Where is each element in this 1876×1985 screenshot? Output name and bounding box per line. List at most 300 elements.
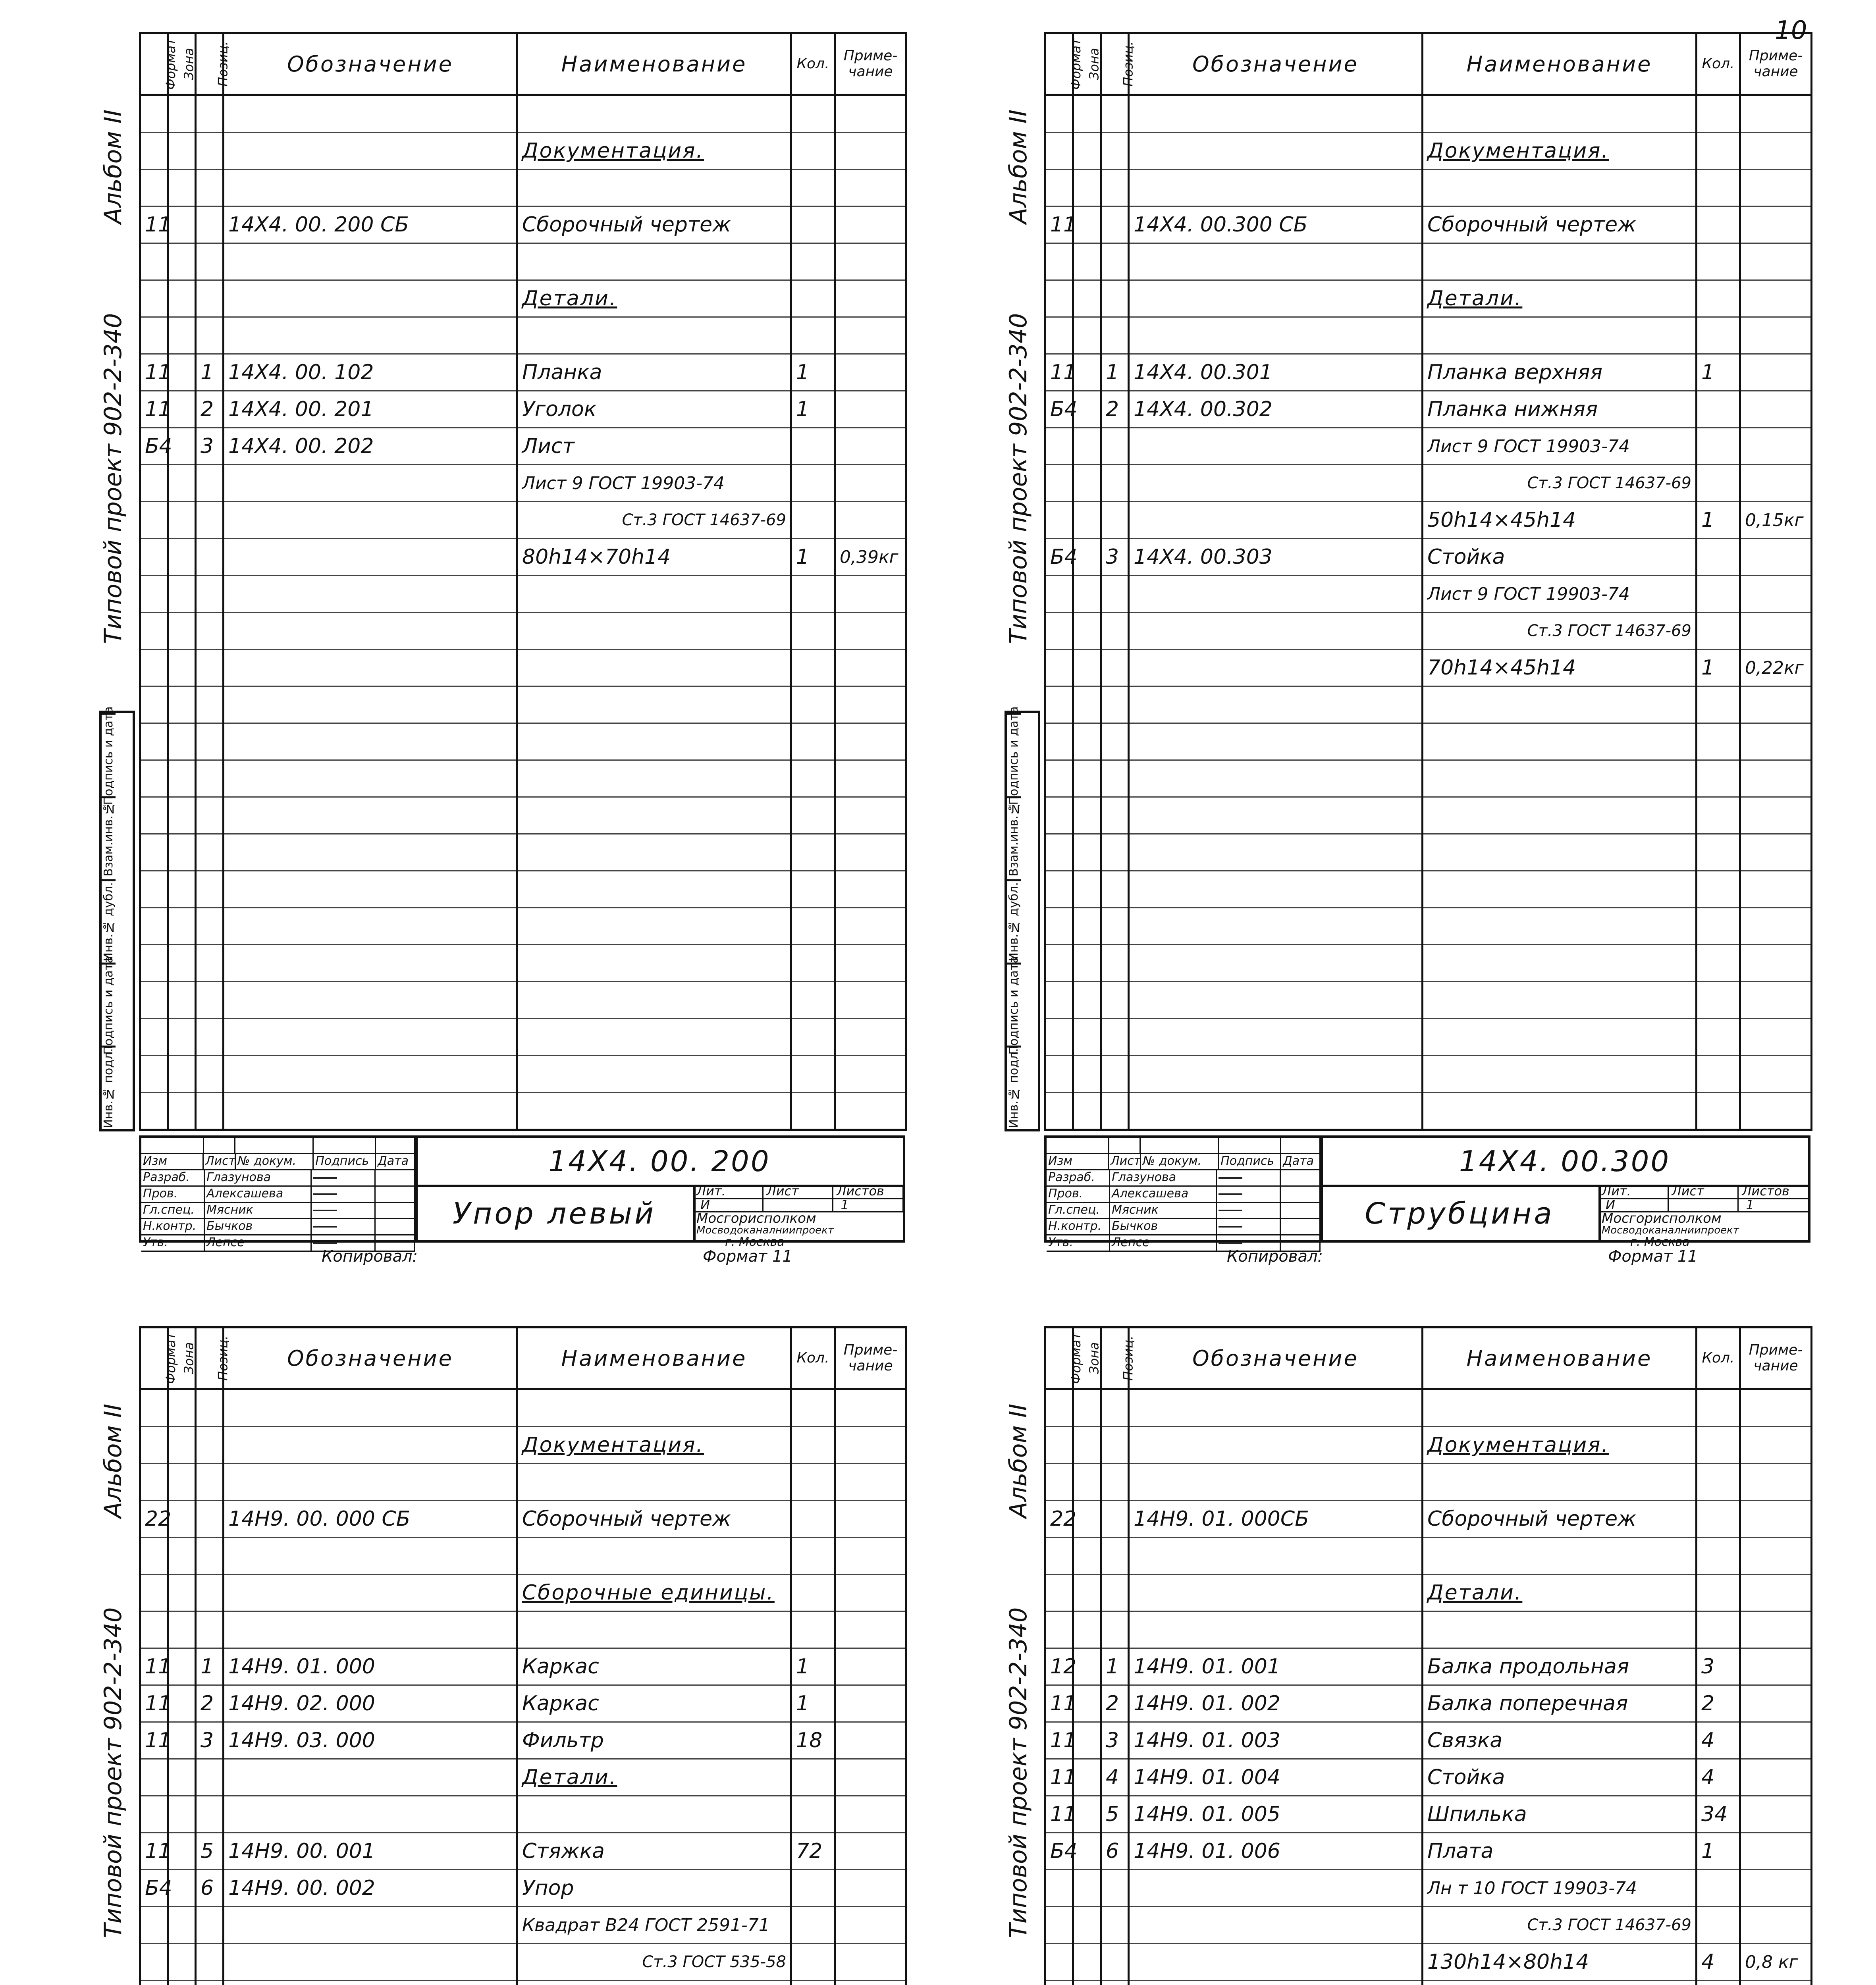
signature-row: Н.контр. Бычков	[1047, 1219, 1321, 1235]
cell-note: 0,8 кг	[1740, 1944, 1812, 1981]
table-row	[140, 1611, 906, 1648]
cell-format: 11	[140, 1648, 168, 1685]
cell-name: Ст.3 ГОСТ 14637-69	[517, 502, 791, 539]
cell-designation: 14Х4. 00.303	[1129, 539, 1423, 576]
col-pos: Позиц.	[196, 33, 224, 95]
cell-qty: 4	[1697, 1759, 1740, 1796]
table-header-row	[140, 1327, 906, 1389]
cell-format: 11	[140, 206, 168, 243]
cell-qty: 1	[1697, 354, 1740, 391]
cell-designation	[224, 539, 517, 576]
table-row	[1045, 95, 1812, 133]
cell-note	[1740, 1575, 1812, 1611]
col-format: Формат	[140, 1327, 168, 1389]
cell-designation	[1129, 502, 1423, 539]
table-row	[1045, 1575, 1812, 1611]
table-row	[140, 95, 906, 133]
cell-note	[835, 354, 906, 391]
cell-designation: 14Н9. 01. 000СБ	[1129, 1501, 1423, 1538]
cell-qty: 1	[791, 391, 835, 428]
table-row	[140, 1796, 906, 1833]
cell-name: Квадрат В24 ГОСТ 2591-71	[517, 1907, 791, 1944]
cell-pos	[1101, 206, 1129, 243]
table-row	[140, 1501, 906, 1538]
cell-note	[1740, 1759, 1812, 1796]
cell-format: 11	[140, 391, 168, 428]
page-number: 10	[1775, 16, 1807, 45]
project-label: Типовой проект 902-2-340	[99, 313, 127, 644]
table-row	[140, 1538, 906, 1575]
inventory-cell: Инв.№ дубл.	[1007, 879, 1021, 963]
cell-qty	[791, 206, 835, 243]
cell-zone	[168, 539, 196, 576]
cell-note: 0,22кг	[1740, 649, 1812, 686]
cell-qty: 18	[791, 1722, 835, 1759]
signature-row: Пров. Алексашева	[1047, 1187, 1321, 1203]
cell-designation	[1129, 613, 1423, 649]
specification-table	[1044, 1326, 1812, 1985]
inventory-cell: Инв.№ подл.	[102, 1046, 116, 1129]
col-note: Приме-чание	[1740, 33, 1812, 95]
cell-designation: 14Н9. 01. 005	[1129, 1796, 1423, 1833]
table-row	[1045, 1648, 1812, 1685]
cell-name: Лист	[517, 428, 791, 465]
cell-pos: 4	[1101, 1759, 1129, 1796]
spec-sheet-karkas	[1005, 1326, 1818, 1985]
cell-designation: 14Х4. 00.302	[1129, 391, 1423, 428]
cell-designation	[1129, 133, 1423, 170]
table-row	[1045, 945, 1812, 982]
cell-designation: 14Н9. 00. 002	[224, 1870, 517, 1907]
table-row	[140, 1056, 906, 1093]
cell-format	[140, 1427, 168, 1464]
cell-format: 11	[1045, 206, 1073, 243]
table-row	[140, 428, 906, 465]
signature-mark	[313, 1193, 337, 1195]
col-zone: Зона	[1073, 33, 1101, 95]
cell-pos: 1	[196, 1648, 224, 1685]
col-format: Формат	[1045, 1327, 1073, 1389]
cell-pos	[1101, 1907, 1129, 1944]
cell-designation	[1129, 1427, 1423, 1464]
col-qty: Кол.	[1697, 1327, 1740, 1389]
spec-sheet-strubtsina	[1005, 32, 1818, 1266]
cell-qty	[1697, 206, 1740, 243]
table-row	[1045, 1093, 1812, 1130]
cell-note	[1740, 206, 1812, 243]
cell-name: Фильтр	[517, 1722, 791, 1759]
table-row	[1045, 982, 1812, 1019]
col-zone: Зона	[1073, 1327, 1101, 1389]
signature-mark	[313, 1177, 337, 1179]
cell-pos	[196, 1759, 224, 1796]
album-label: Альбом II	[99, 109, 127, 224]
cell-designation	[224, 465, 517, 502]
cell-name: Стойка	[1423, 539, 1697, 576]
signature-row: Н.контр. Бычков	[141, 1219, 415, 1235]
cell-format: 11	[1045, 354, 1073, 391]
cell-name: Детали.	[517, 1759, 791, 1796]
cell-note	[1740, 1501, 1812, 1538]
table-row	[140, 465, 906, 502]
cell-qty	[1697, 1501, 1740, 1538]
cell-qty	[791, 133, 835, 170]
cell-pos	[196, 206, 224, 243]
cell-zone	[1073, 1796, 1101, 1833]
cell-format	[1045, 133, 1073, 170]
cell-qty: 4	[1697, 1944, 1740, 1981]
cell-format	[1045, 1427, 1073, 1464]
table-row	[1045, 1501, 1812, 1538]
cell-designation: 14Н9. 01. 000	[224, 1648, 517, 1685]
cell-pos	[196, 1501, 224, 1538]
signature-row: Утв. Лепсе	[141, 1235, 415, 1252]
table-row	[140, 1019, 906, 1056]
inventory-cell: Подпись и дата	[1007, 956, 1021, 1055]
cell-zone	[168, 391, 196, 428]
cell-note	[1740, 391, 1812, 428]
cell-qty	[791, 1501, 835, 1538]
cell-pos	[196, 1427, 224, 1464]
cell-note	[1740, 280, 1812, 317]
cell-format: 11	[1045, 1759, 1073, 1796]
table-row	[1045, 465, 1812, 502]
signature-mark	[313, 1226, 337, 1228]
table-row	[140, 243, 906, 280]
cell-zone	[168, 1722, 196, 1759]
inventory-column	[99, 706, 135, 1131]
cell-format	[1045, 1575, 1073, 1611]
cell-pos	[196, 1907, 224, 1944]
table-row	[140, 1907, 906, 1944]
cell-name: Планка	[517, 354, 791, 391]
cell-zone	[1073, 354, 1101, 391]
cell-qty: 1	[1697, 1833, 1740, 1870]
cell-pos	[196, 465, 224, 502]
cell-name: Ст.3 ГОСТ 535-58	[517, 1944, 791, 1981]
signature-mark	[1219, 1193, 1242, 1195]
cell-name: Плата	[1423, 1833, 1697, 1870]
copied-label: Копировал:	[1227, 1247, 1323, 1266]
inventory-cell: Подпись и дата	[102, 706, 116, 805]
table-row	[1045, 1759, 1812, 1796]
cell-designation	[224, 1981, 517, 1985]
cell-name: Связка	[1423, 1722, 1697, 1759]
cell-pos: 1	[1101, 354, 1129, 391]
cell-pos: 1	[196, 354, 224, 391]
cell-qty	[791, 1427, 835, 1464]
revision-table	[1047, 1138, 1323, 1249]
cell-zone	[168, 280, 196, 317]
table-row	[140, 170, 906, 206]
table-row	[1045, 206, 1812, 243]
cell-format	[140, 502, 168, 539]
specification-table	[139, 1326, 907, 1985]
project-label: Типовой проект 902-2-340	[1005, 1607, 1032, 1938]
cell-qty	[791, 1575, 835, 1611]
table-row	[140, 1685, 906, 1722]
table-row	[1045, 539, 1812, 576]
cell-name: Детали.	[1423, 1575, 1697, 1611]
revision-table	[141, 1138, 418, 1249]
cell-note	[835, 1907, 906, 1944]
cell-designation: 14Х4. 00. 202	[224, 428, 517, 465]
cell-name: Документация.	[517, 133, 791, 170]
cell-zone	[1073, 206, 1101, 243]
cell-qty	[791, 1759, 835, 1796]
cell-zone	[1073, 280, 1101, 317]
cell-zone	[168, 354, 196, 391]
col-designation: Обозначение	[224, 33, 517, 95]
cell-pos	[1101, 1501, 1129, 1538]
cell-name: Ст.3 ГОСТ 14637-69	[1423, 613, 1697, 649]
cell-qty	[1697, 613, 1740, 649]
inventory-cell: Инв.№ дубл.	[102, 879, 116, 963]
cell-note	[835, 1981, 906, 1985]
cell-format: 11	[140, 1685, 168, 1722]
cell-format	[1045, 1870, 1073, 1907]
col-qty: Кол.	[791, 33, 835, 95]
table-row	[140, 1981, 906, 1985]
cell-qty	[791, 1944, 835, 1981]
cell-format: 12	[1045, 1648, 1073, 1685]
cell-qty	[1697, 576, 1740, 613]
col-format: Формат	[1045, 33, 1073, 95]
cell-pos: 2	[1101, 391, 1129, 428]
cell-qty	[1697, 391, 1740, 428]
table-row	[140, 834, 906, 871]
table-row	[1045, 1427, 1812, 1464]
cell-format	[140, 465, 168, 502]
cell-note	[835, 1870, 906, 1907]
cell-name: Лист 9 ГОСТ 19903-74	[1423, 428, 1697, 465]
cell-name: Уголок	[517, 391, 791, 428]
spec-sheet-upor-levyi	[99, 32, 913, 1266]
inventory-cell: Взам.инв.№	[102, 796, 116, 880]
col-qty: Кол.	[1697, 33, 1740, 95]
cell-note	[835, 206, 906, 243]
cell-name: Балка продольная	[1423, 1648, 1697, 1685]
cell-qty	[791, 428, 835, 465]
table-row	[140, 133, 906, 170]
table-row	[140, 391, 906, 428]
cell-note	[835, 1685, 906, 1722]
cell-format	[1045, 576, 1073, 613]
table-header-row	[1045, 1327, 1812, 1389]
revision-header: Изм Лист № докум. Подпись Дата	[141, 1154, 415, 1170]
cell-qty: 1	[1697, 502, 1740, 539]
cell-zone	[1073, 1759, 1101, 1796]
table-row	[140, 686, 906, 723]
cell-designation	[1129, 428, 1423, 465]
cell-format	[140, 1981, 168, 1985]
cell-zone	[1073, 576, 1101, 613]
cell-qty	[791, 502, 835, 539]
cell-pos: 6	[1101, 1833, 1129, 1870]
cell-zone	[168, 1685, 196, 1722]
cell-name: Шпилька	[1423, 1796, 1697, 1833]
format-label: Формат 11	[703, 1247, 792, 1266]
table-row	[140, 945, 906, 982]
specification-table	[139, 32, 907, 1131]
cell-designation: 14Н9. 00. 000 СБ	[224, 1501, 517, 1538]
cell-qty: 1	[791, 1685, 835, 1722]
cell-note	[835, 465, 906, 502]
cell-designation	[1129, 1870, 1423, 1907]
format-label: Формат 11	[1608, 1247, 1698, 1266]
table-row	[1045, 834, 1812, 871]
cell-pos: 6	[196, 1870, 224, 1907]
inventory-column	[1005, 706, 1040, 1131]
cell-pos	[1101, 280, 1129, 317]
cell-designation	[1129, 1575, 1423, 1611]
cell-qty	[1697, 133, 1740, 170]
table-row	[140, 797, 906, 834]
cell-note	[1740, 539, 1812, 576]
table-row	[140, 1464, 906, 1501]
cell-qty	[791, 465, 835, 502]
signature-mark	[1219, 1177, 1242, 1179]
signature-row: Гл.спец. Мясник	[141, 1203, 415, 1219]
cell-note	[1740, 1722, 1812, 1759]
cell-note	[835, 1833, 906, 1870]
cell-name: Документация.	[1423, 133, 1697, 170]
cell-pos: 3	[196, 1722, 224, 1759]
cell-note	[1740, 1648, 1812, 1685]
table-row	[1045, 1611, 1812, 1648]
cell-name: Каркас	[517, 1648, 791, 1685]
cell-zone	[1073, 649, 1101, 686]
cell-name: Балка поперечная	[1423, 1685, 1697, 1722]
cell-zone	[168, 133, 196, 170]
table-row	[140, 871, 906, 908]
cell-name: Сборочный чертеж	[517, 1501, 791, 1538]
cell-qty	[791, 1870, 835, 1907]
cell-note	[1740, 613, 1812, 649]
cell-pos	[1101, 613, 1129, 649]
table-row	[1045, 1833, 1812, 1870]
cell-note	[835, 280, 906, 317]
cell-designation: 14Н9. 01. 004	[1129, 1759, 1423, 1796]
cell-format	[1045, 502, 1073, 539]
cell-designation	[224, 280, 517, 317]
table-row	[140, 1093, 906, 1130]
inventory-cell: Взам.инв.№	[1007, 796, 1021, 880]
cell-zone	[1073, 1427, 1101, 1464]
cell-name: Сборочный чертеж	[517, 206, 791, 243]
cell-designation	[224, 1759, 517, 1796]
cell-format: Б4	[1045, 391, 1073, 428]
table-row	[140, 1389, 906, 1427]
cell-zone	[168, 1759, 196, 1796]
cell-designation	[1129, 1944, 1423, 1981]
cell-name: Лист 9 ГОСТ 19903-74	[1423, 576, 1697, 613]
signature-mark	[313, 1210, 337, 1211]
inventory-cell: Подпись и дата	[102, 956, 116, 1055]
col-note: Приме-чание	[835, 1327, 906, 1389]
document-title: Струбцина	[1321, 1185, 1601, 1243]
cell-qty: 1	[791, 354, 835, 391]
cell-name: Детали.	[1423, 280, 1697, 317]
cell-format	[1045, 1907, 1073, 1944]
cell-name: Документация.	[517, 1427, 791, 1464]
table-row	[140, 206, 906, 243]
table-row	[1045, 1796, 1812, 1833]
cell-pos: 5	[1101, 1796, 1129, 1833]
cell-zone	[1073, 1870, 1101, 1907]
col-name: Наименование	[517, 33, 791, 95]
cell-qty: 1	[1697, 649, 1740, 686]
cell-note	[835, 502, 906, 539]
cell-zone	[168, 1907, 196, 1944]
table-row	[140, 723, 906, 760]
cell-note: 0,15кг	[1740, 502, 1812, 539]
signature-row: Гл.спец. Мясник	[1047, 1203, 1321, 1219]
cell-name: Сборочные единицы.	[517, 1575, 791, 1611]
cell-pos	[196, 539, 224, 576]
table-row	[1045, 908, 1812, 945]
col-note: Приме-чание	[835, 33, 906, 95]
cell-zone	[168, 465, 196, 502]
cell-qty	[1697, 1427, 1740, 1464]
cell-format	[1045, 428, 1073, 465]
cell-qty	[1697, 1870, 1740, 1907]
cell-designation: 14Н9. 03. 000	[224, 1722, 517, 1759]
col-designation: Обозначение	[1129, 1327, 1423, 1389]
table-row	[140, 354, 906, 391]
col-name: Наименование	[1423, 1327, 1697, 1389]
cell-note	[835, 1501, 906, 1538]
cell-format: Б4	[140, 428, 168, 465]
cell-format: 11	[140, 1722, 168, 1759]
cell-name: Упор	[517, 1870, 791, 1907]
table-row	[1045, 502, 1812, 539]
table-row	[140, 1722, 906, 1759]
album-label: Альбом II	[99, 1403, 127, 1519]
cell-pos	[1101, 649, 1129, 686]
cell-note	[835, 1575, 906, 1611]
table-row	[1045, 576, 1812, 613]
col-format: Формат	[140, 33, 168, 95]
table-row	[1045, 871, 1812, 908]
cell-qty: 3	[1697, 1648, 1740, 1685]
cell-qty: 72	[791, 1833, 835, 1870]
cell-zone	[1073, 1648, 1101, 1685]
cell-name: Каркас	[517, 1685, 791, 1722]
cell-zone	[1073, 1944, 1101, 1981]
cell-pos: 3	[196, 428, 224, 465]
table-row	[1045, 354, 1812, 391]
specification-table	[1044, 32, 1812, 1131]
cell-note	[1740, 1796, 1812, 1833]
cell-format	[1045, 1944, 1073, 1981]
table-row	[140, 502, 906, 539]
cell-zone	[168, 1501, 196, 1538]
cell-pos	[1101, 502, 1129, 539]
table-row	[1045, 1944, 1812, 1981]
col-pos: Позиц.	[1101, 1327, 1129, 1389]
cell-pos	[1101, 1427, 1129, 1464]
cell-zone	[168, 1981, 196, 1985]
cell-name: Сборочный чертеж	[1423, 206, 1697, 243]
cell-designation: 14Н9. 00. 001	[224, 1833, 517, 1870]
table-row	[140, 760, 906, 797]
col-zone: Зона	[168, 1327, 196, 1389]
cell-designation	[224, 133, 517, 170]
cell-pos	[196, 1575, 224, 1611]
cell-qty	[1697, 1907, 1740, 1944]
album-label: Альбом II	[1005, 109, 1032, 224]
